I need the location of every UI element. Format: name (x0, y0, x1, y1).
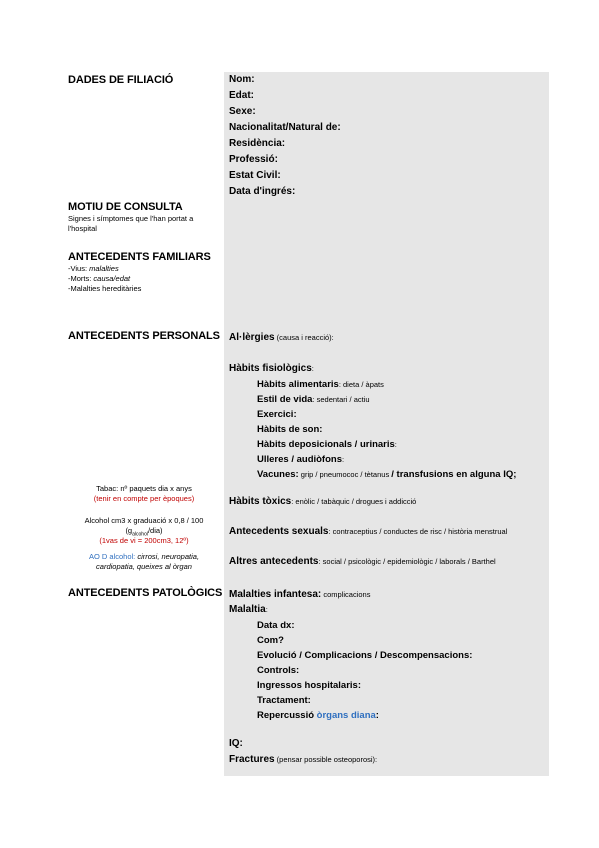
repercussio-colon: : (375, 710, 379, 721)
motiu-desc-line1: Signes i símptomes que l'han portat a (68, 214, 194, 223)
note-ao-1 (44, 552, 244, 561)
fisio-item-note: : (342, 455, 345, 464)
section-antecedents-familiars: ANTECEDENTS FAMILIARS (68, 251, 211, 263)
fisio-item-label: Vacunes: (257, 469, 299, 480)
field-habits-fisiologics (229, 363, 314, 374)
repercussio-label: Repercussió (257, 710, 317, 721)
allergies-label: Al·lèrgies (229, 332, 275, 343)
field-estat-civil: Estat Civil: (229, 170, 281, 181)
field-residencia: Residència: (229, 138, 286, 149)
section-dades-filiacio: DADES DE FILIACIÓ (68, 74, 174, 86)
fam-morts-label: -Morts: (68, 274, 94, 283)
malaltia-item-tractament: Tractament: (257, 695, 311, 706)
field-malaltia (229, 604, 268, 615)
field-antecedents-sexuals (229, 526, 507, 537)
malaltia-item-controls: Controls: (257, 665, 300, 676)
fam-morts-value: causa/edat (93, 274, 131, 283)
note-alcohol-3: (1vas de vi = 200cm3, 12º) (99, 536, 189, 545)
field-edat: Edat: (229, 90, 254, 101)
field-professio: Professió: (229, 154, 278, 165)
malaltia-item-repercussio (257, 710, 379, 721)
fisio-item-exercici: Exercici: (257, 409, 297, 420)
fisio-item-deposicionals (257, 439, 397, 450)
fisio-item-ulleres (257, 454, 344, 465)
habits-fisio-label: Hàbits fisiològics (229, 363, 312, 374)
fisio-item-estil-vida (257, 394, 370, 405)
allergies-note: (causa i reacció): (274, 333, 334, 342)
field-allergies (229, 332, 334, 343)
toxics-label: Hàbits tòxics (229, 496, 292, 507)
fam-vius-label: -Vius: (68, 264, 90, 273)
organs-diana: òrgans diana (316, 710, 376, 721)
field-fractures (229, 754, 377, 765)
fisio-item-label: Hàbits deposicionals / urinaris (257, 439, 395, 450)
fisio-item-son: Hàbits de son: (257, 424, 323, 435)
malaltia-item-ingressos: Ingressos hospitalaris: (257, 680, 362, 691)
habits-fisio-colon: : (311, 364, 314, 373)
fisio-item-note: : sedentari / actiu (312, 395, 370, 404)
fisio-item-alimentaris (257, 379, 384, 390)
fisio-item-note: grip / pneumococ / tètanus (298, 470, 392, 479)
field-nacionalitat: Nacionalitat/Natural de: (229, 122, 341, 133)
motiu-desc-line2: l'hospital (68, 224, 97, 233)
fisio-item-note: : (394, 440, 397, 449)
note-ao-label: AO D alcohol: (88, 552, 138, 561)
field-altres-antecedents (229, 556, 496, 567)
fam-vius (68, 264, 119, 273)
note-alcohol-2b: alcohol (132, 531, 148, 538)
field-sexe: Sexe: (229, 106, 256, 117)
section-motiu-consulta: MOTIU DE CONSULTA (68, 201, 183, 213)
malaltia-colon: : (265, 605, 268, 614)
note-tabac-1: Tabac: nº paquets dia x anys (96, 484, 192, 493)
note-alcohol-2c: /dia) (147, 526, 163, 535)
section-antecedents-patologics: ANTECEDENTS PATOLÒGICS (68, 587, 223, 599)
fractures-label: Fractures (229, 754, 275, 765)
note-alcohol-1: Alcohol cm3 x graduació x 0,8 / 100 (84, 516, 204, 525)
fisio-item-vacunes (257, 469, 516, 480)
sexuals-note: : contraceptius / conductes de risc / història menstrual (328, 527, 508, 536)
fisio-item-note: : dieta / àpats (338, 380, 384, 389)
field-malalties-infantesa (229, 589, 370, 600)
note-tabac-2: (tenir en compte per èpoques) (93, 494, 195, 503)
fam-vius-value: malalties (89, 264, 119, 273)
altres-note: : social / psicològic / epidemiològic / laborals / Barthel (318, 557, 496, 566)
infantesa-label: Malalties infantesa: (229, 589, 322, 600)
fisio-item-tail: / transfusions en alguna IQ; (391, 469, 517, 480)
field-habits-toxics (229, 496, 416, 507)
note-ao-2: cardiopatia, queixes al òrgan (96, 562, 192, 571)
note-ao-value: cirrosi, neuropatia, (137, 552, 200, 561)
malaltia-item-evolucio: Evolució / Complicacions / Descompensacions: (257, 650, 473, 661)
field-iq: IQ: (229, 738, 243, 749)
section-antecedents-personals: ANTECEDENTS PERSONALS (68, 330, 220, 342)
fisio-item-label: Estil de vida (257, 394, 313, 405)
field-data-ingres: Data d'ingrés: (229, 186, 296, 197)
fractures-note: (pensar possible osteoporosi): (274, 755, 378, 764)
fisio-item-label: Ulleres / audiòfons (257, 454, 342, 465)
toxics-note: : enòlic / tabàquic / drogues i addicció (291, 497, 417, 506)
field-nom: Nom: (229, 74, 255, 85)
malaltia-item-com: Com? (257, 635, 284, 646)
infantesa-note: complicacions (321, 590, 371, 599)
sexuals-label: Antecedents sexuals (229, 526, 329, 537)
note-alcohol-2a: (g (125, 526, 133, 535)
fam-hereditaries: -Malalties hereditàries (68, 284, 142, 293)
altres-label: Altres antecedents (229, 556, 319, 567)
fisio-item-label: Hàbits alimentaris (257, 379, 339, 390)
malaltia-label: Malaltia (229, 604, 266, 615)
fam-morts (68, 274, 130, 283)
malaltia-item-data-dx: Data dx: (257, 620, 295, 631)
